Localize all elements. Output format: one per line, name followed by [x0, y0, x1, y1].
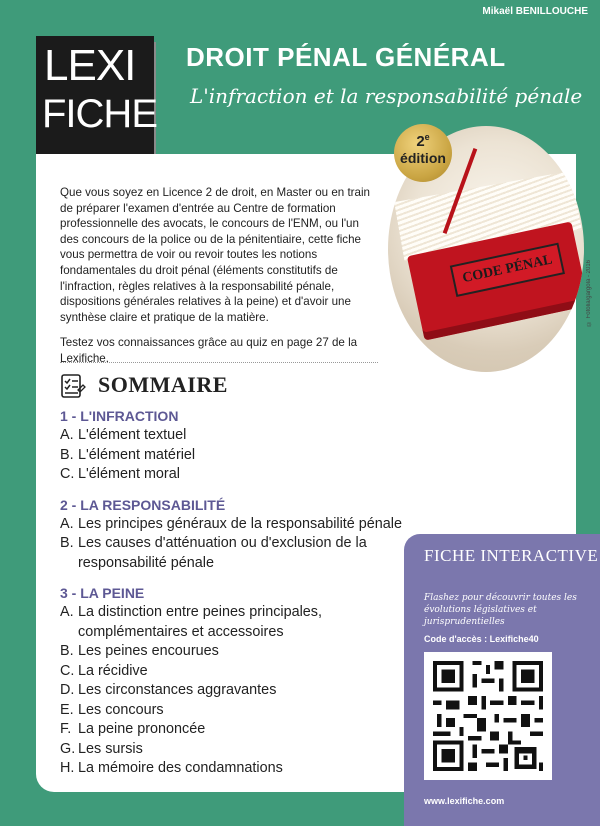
sommaire-sections [60, 406, 420, 789]
photo-credit: © Fotolia/gargola - 2016 [586, 260, 592, 327]
intro-paragraph: Que vous soyez en Licence 2 de droit, en Master ou en train de préparer l'examen d'entrée au Centre de formation professionnelle des avocats, le concours de l'ENM, ou l'un des concours de la police ou de la pénitentiaire, cette fiche vous permettra de voir ou revoir toutes les notions fondamentales du droit pénal (éléments constitutifs de l'infraction, règles relatives à la responsabilité pénale, dispositions générales relatives à la peine) et d'avoir une synthèse claire et pratique de la matière. [60, 186, 370, 324]
dotted-separator [60, 362, 378, 363]
interactive-title: FICHE INTERACTIVE [424, 546, 599, 565]
list-item: H. La mémoire des condamnations [60, 760, 283, 776]
logo-text-top: LEXI [44, 41, 136, 90]
fiche-interactive-panel [404, 534, 600, 826]
list-item: F. La peine prononcée [60, 721, 206, 737]
list-item: C. L'élément moral [60, 466, 180, 482]
section-title: 1 - L'INFRACTION [60, 408, 179, 424]
book-label: CODE PÉNAL [450, 243, 566, 297]
access-code: Code d'accès : Lexifiche40 [424, 634, 539, 644]
lexifiche-logo [36, 36, 157, 154]
section-peine [60, 583, 420, 779]
logo-text-bottom: FICHE [42, 92, 157, 136]
section-title: 2 - LA RESPONSABILITÉ [60, 496, 226, 513]
edition-word: édition [400, 150, 446, 166]
list-item: B. Les peines encourues [60, 643, 219, 659]
section-infraction [60, 406, 420, 485]
list-item: A. La distinction entre peines principales, complémentaires et accessoires [60, 604, 322, 640]
list-item: G. Les sursis [60, 740, 143, 757]
list-item: B. L'élément matériel [60, 446, 196, 463]
list-item: C. La récidive [60, 662, 148, 679]
page-subtitle: L'infraction et la responsabilité pénale [190, 84, 583, 108]
page-title: DROIT PÉNAL GÉNÉRAL [186, 42, 506, 72]
list-item: A. Les principes généraux de la responsabilité pénale [60, 515, 403, 532]
edition-badge [394, 124, 452, 182]
list-item: D. Les circonstances aggravantes [60, 682, 277, 698]
section-responsabilite [60, 495, 420, 574]
edition-number: 2e [416, 132, 430, 150]
intro-paragraph: Testez vos connaissances grâce au quiz en page 27 de la Lexifiche. [60, 336, 358, 365]
qr-code-icon[interactable] [424, 652, 552, 780]
intro-text [60, 185, 378, 377]
author-name: Mikaël BENILLOUCHE [482, 6, 588, 17]
list-item: E. Les concours [60, 701, 164, 718]
list-item: A. L'élément textuel [60, 427, 187, 443]
list-item: B. Les causes d'atténuation ou d'exclusion de la responsabilité pénale [60, 535, 367, 571]
section-title: 3 - LA PEINE [60, 585, 145, 601]
checklist-icon [58, 372, 86, 400]
interactive-description: Flashez pour découvrir toutes les évolutions législatives et jurisprudentielles [424, 593, 577, 627]
website-link[interactable]: www.lexifiche.com [424, 796, 505, 806]
sommaire-title: SOMMAIRE [98, 372, 228, 397]
